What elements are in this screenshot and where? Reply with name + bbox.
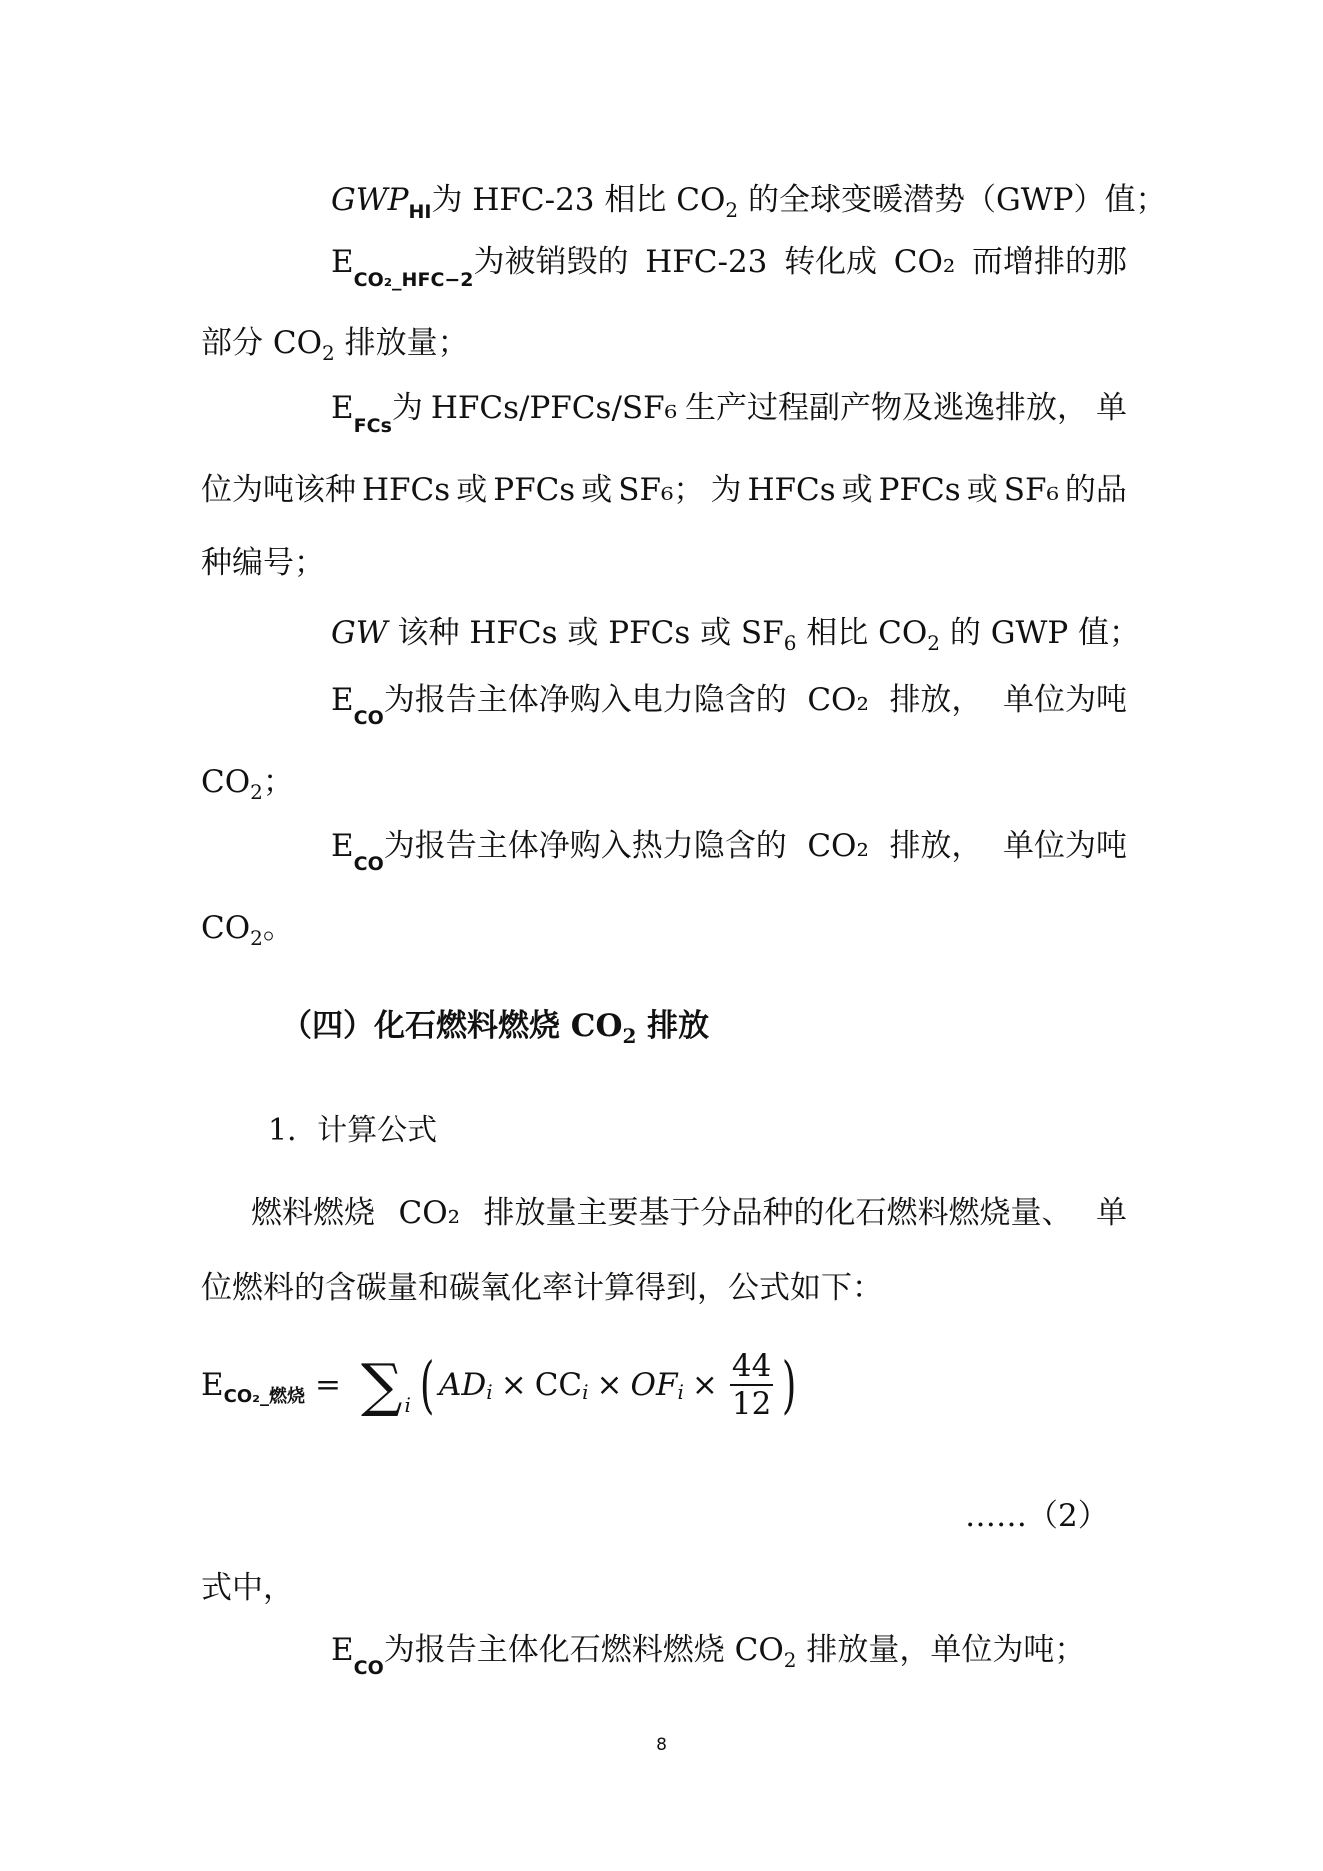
def-gwp-hi: $GWP_{HI}$为 HFC-23 相比 $CO_2$ 的全球变暖潜势（GWP）值； (331, 182, 1167, 223)
def-e-co2-hfc23: $E_{CO_2\_HFC-2}$为被销毁的 HFC-23 转化成 CO₂ 而增排的那 (331, 244, 1127, 291)
sub-heading: 1．计算公式 (268, 1113, 438, 1148)
def-e-combustion: $E_{CO}$为报告主体化石燃料燃烧 $CO_2$ 排放量，单位为吨； (331, 1632, 1086, 1679)
def-e-fcs: $E_{FCs}$为 HFCs/PFCs/SF₆ 生产过程副产物及逃逸排放， 单 (331, 390, 1127, 437)
formula: E CO₂_燃烧 = ∑ i ( AD i × CC i × OF i × $\frac{44}{12}$ ) (201, 1348, 797, 1422)
symbol-gw: GW (331, 615, 388, 651)
def-e-heat: $E_{CO}$为报告主体净购入热力隐含的 CO₂ 排放， 单位为吨 (331, 828, 1127, 875)
symbol-e: E (331, 244, 354, 280)
def-gw: GW 该种 HFCs 或 PFCs 或 $SF_6$ 相比 $CO_2$ 的 GWP 值； (331, 615, 1141, 655)
section-heading: （四）化石燃料燃烧 $CO_2$ 排放 (281, 1008, 710, 1048)
def-text: 为 HFC-23 相比 CO (431, 182, 726, 218)
def-text-cont: 位为吨该种 HFCs 或 PFCs 或 SF₆； 为 HFCs 或 PFCs 或 SF₆ 的品 (201, 472, 1127, 508)
def-text-cont: $CO_2$； (201, 764, 294, 804)
equation-number: ……（2） (965, 1498, 1109, 1534)
where-label: 式中， (201, 1570, 294, 1606)
sum-symbol: ∑ (361, 1351, 403, 1419)
fraction: $\frac{44}{12}$ (731, 1348, 772, 1422)
symbol-gwp-sub: HI (408, 201, 432, 223)
symbol-e-co-heat: E (331, 828, 354, 864)
page-number: 8 (656, 1735, 667, 1755)
def-text-cont: 种编号； (201, 545, 325, 581)
def-text-cont: 部分 $CO_2$ 排放量； (201, 325, 469, 365)
def-e-electricity: $E_{CO}$为报告主体净购入电力隐含的 CO₂ 排放， 单位为吨 (331, 682, 1127, 729)
symbol-gwp: GWP (331, 182, 409, 218)
def-text-cont: $CO_2$。 (201, 910, 294, 950)
symbol-e-co-elec: E (331, 682, 354, 718)
symbol-e-sub: CO₂_HFC−2 (353, 269, 474, 291)
paragraph-line: 位燃料的含碳量和碳氧化率计算得到，公式如下： (201, 1270, 883, 1306)
paragraph-line: 燃料燃烧 CO₂ 排放量主要基于分品种的化石燃料燃烧量、 单 (251, 1195, 1127, 1231)
symbol-e-fcs: E (331, 390, 354, 426)
